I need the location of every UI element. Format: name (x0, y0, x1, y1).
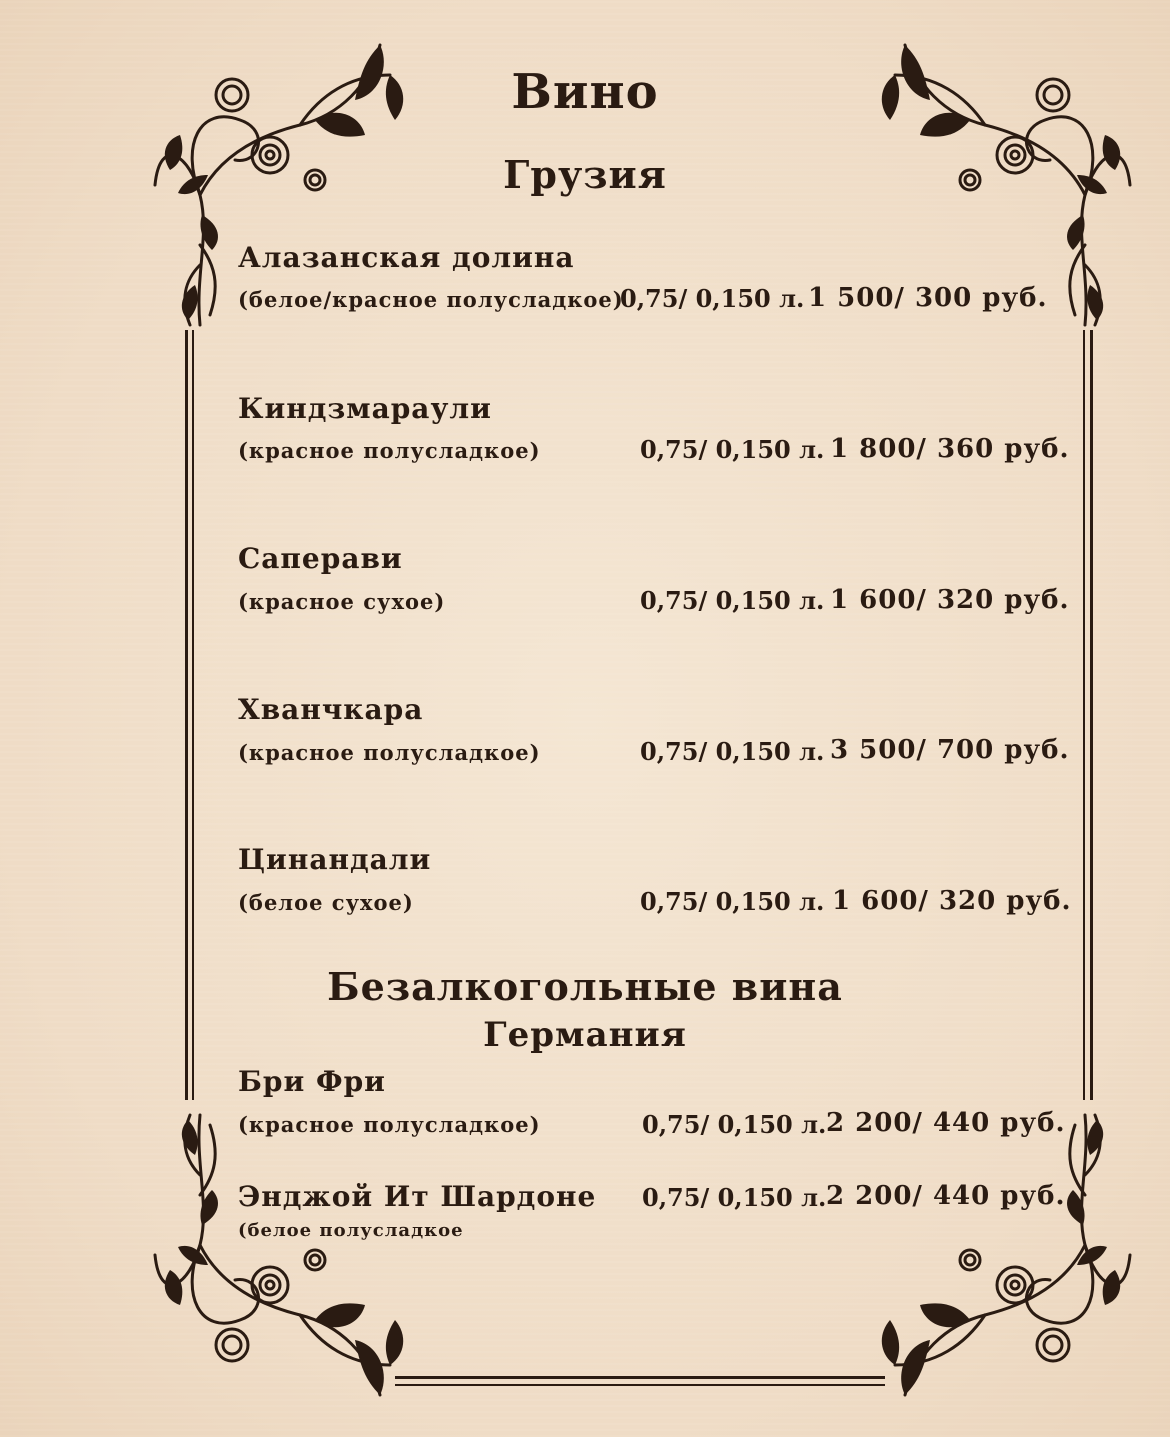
wine-description: (красное полусладкое) (238, 438, 541, 463)
floral-corner-ornament-bottom-left-icon (140, 1095, 420, 1415)
wine-volume: 0,75/ 0,150 л. (620, 284, 805, 313)
wine-description: (белое сухое) (238, 890, 414, 915)
wine-price: 2 200/ 440 руб. (826, 1108, 1066, 1138)
wine-volume: 0,75/ 0,150 л. (640, 586, 825, 615)
wine-volume: 0,75/ 0,150 л. (640, 737, 825, 766)
wine-description: (белое полусладкое (238, 1220, 464, 1241)
page-title: Вино (511, 64, 659, 120)
wine-name: Саперави (238, 542, 403, 575)
wine-volume: 0,75/ 0,150 л. (642, 1110, 827, 1139)
frame-bottom-line-outer (395, 1376, 885, 1379)
wine-name: Киндзмараули (238, 392, 492, 425)
wine-price: 1 600/ 320 руб. (832, 886, 1072, 916)
wine-price: 1 500/ 300 руб. (808, 283, 1048, 313)
wine-description: (красное полусладкое) (238, 740, 541, 765)
wine-name: Хванчкара (238, 693, 424, 726)
floral-corner-ornament-bottom-right-icon (865, 1095, 1145, 1415)
wine-name: Алазанская долина (238, 241, 575, 274)
section-heading-non-alcoholic: Безалкогольные вина (327, 964, 843, 1009)
wine-description: (красное сухое) (238, 589, 446, 614)
section-country-georgia: Грузия (503, 152, 667, 197)
wine-price: 1 600/ 320 руб. (830, 585, 1070, 615)
frame-bottom-line-inner (395, 1384, 885, 1386)
wine-price: 3 500/ 700 руб. (830, 735, 1070, 765)
wine-price: 1 800/ 360 руб. (830, 434, 1070, 464)
wine-description: (красное полусладкое) (238, 1112, 541, 1137)
wine-volume: 0,75/ 0,150 л. (640, 435, 825, 464)
wine-price: 2 200/ 440 руб. (826, 1181, 1066, 1211)
wine-name: Энджой Ит Шардоне (238, 1180, 597, 1213)
wine-volume: 0,75/ 0,150 л. (642, 1183, 827, 1212)
wine-description: (белое/красное полусладкое) (238, 287, 624, 312)
section-country-germany: Германия (483, 1015, 687, 1055)
wine-volume: 0,75/ 0,150 л. (640, 887, 825, 916)
wine-name: Цинандали (238, 843, 432, 876)
wine-name: Бри Фри (238, 1065, 386, 1098)
